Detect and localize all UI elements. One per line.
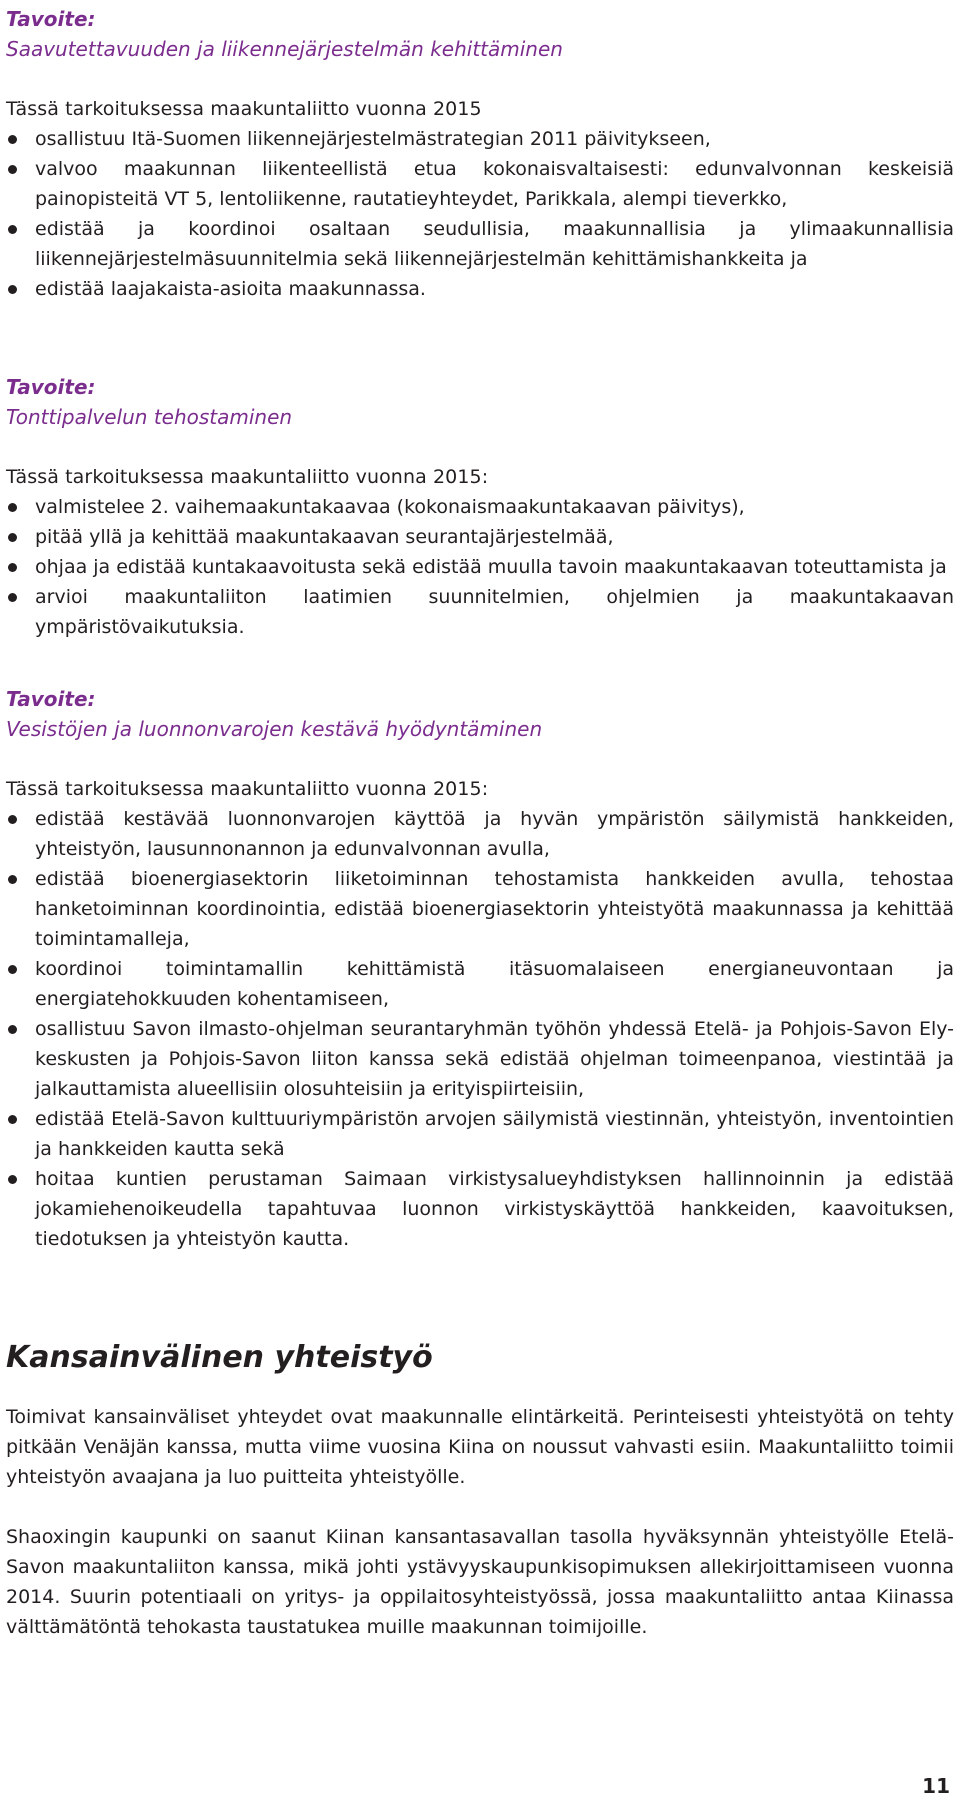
goal-intro: Tässä tarkoituksessa maakuntaliitto vuonna 2015: bbox=[6, 778, 489, 800]
goal-title: Saavutettavuuden ja liikennejärjestelmän kehittäminen bbox=[6, 37, 563, 61]
international-cooperation-section bbox=[6, 1338, 954, 1642]
goal-intro: Tässä tarkoituksessa maakuntaliitto vuonna 2015 bbox=[6, 98, 482, 120]
goal-bullet-list bbox=[6, 804, 954, 1254]
list-item: valvoo maakunnan liikenteellistä etua kokonaisvaltaisesti: edunvalvonnan keskeisiä painopisteitä VT 5, lentoliikenne, rautatieyhteydet, Parikkala, alempi tieverkko, bbox=[6, 154, 954, 214]
goal-label: Tavoite: bbox=[6, 687, 96, 711]
page-number: 11 bbox=[922, 1774, 950, 1798]
list-item: edistää bioenergiasektorin liiketoiminnan tehostamista hankkeiden avulla, tehostaa hanketoiminnan koordinointia, edistää bioenergiasektorin yhteistyötä maakunnassa ja kehittää toimintamalleja, bbox=[6, 864, 954, 954]
goal-intro: Tässä tarkoituksessa maakuntaliitto vuonna 2015: bbox=[6, 466, 489, 488]
list-item: arvioi maakuntaliiton laatimien suunnitelmien, ohjelmien ja maakuntakaavan ympäristövaikutuksia. bbox=[6, 582, 954, 642]
list-item: osallistuu Savon ilmasto-ohjelman seurantaryhmän työhön yhdessä Etelä- ja Pohjois-Savon Ely-keskusten ja Pohjois-Savon liiton kanssa sekä edistää ohjelman toimeenpanoa, viestintää ja jalkauttamista alueellisiin olosuhteisiin ja erityispiirteisiin, bbox=[6, 1014, 954, 1104]
goal-bullet-list bbox=[6, 492, 954, 642]
goal-label: Tavoite: bbox=[6, 7, 96, 31]
list-item: ohjaa ja edistää kuntakaavoitusta sekä edistää muulla tavoin maakuntakaavan toteuttamista ja bbox=[6, 552, 954, 582]
paragraph: Toimivat kansainväliset yhteydet ovat maakunnalle elintärkeitä. Perinteisesti yhteistyötä on tehty pitkään Venäjän kanssa, mutta viime vuosina Kiina on noussut vahvasti esiin. Maakuntaliitto toimii yhteistyön avaajana ja luo puitteita yhteistyölle. bbox=[6, 1406, 954, 1488]
list-item: koordinoi toimintamallin kehittämistä itäsuomalaiseen energianeuvontaan ja energiatehokkuuden kohentamiseen, bbox=[6, 954, 954, 1014]
list-item: edistää kestävää luonnonvarojen käyttöä ja hyvän ympäristön säilymistä hankkeiden, yhteistyön, lausunnonannon ja edunvalvonnan avulla, bbox=[6, 804, 954, 864]
list-item: edistää laajakaista-asioita maakunnassa. bbox=[6, 274, 954, 304]
list-item: edistää Etelä-Savon kulttuuriympäristön arvojen säilymistä viestinnän, yhteistyön, inventointien ja hankkeiden kautta sekä bbox=[6, 1104, 954, 1164]
goal-title: Tonttipalvelun tehostaminen bbox=[6, 405, 293, 429]
goal-section-natural-resources bbox=[6, 684, 954, 1254]
list-item: edistää ja koordinoi osaltaan seudullisia, maakunnallisia ja ylimaakunnallisia liikennejärjestelmäsuunnitelmia sekä liikennejärjestelmän kehittämishankkeita ja bbox=[6, 214, 954, 274]
list-item: osallistuu Itä-Suomen liikennejärjestelmästrategian 2011 päivitykseen, bbox=[6, 124, 954, 154]
list-item: hoitaa kuntien perustaman Saimaan virkistysalueyhdistyksen hallinnoinnin ja edistää jokamiehenoikeudella tapahtuvaa luonnon virkistyskäyttöä hankkeiden, kaavoituksen, tiedotuksen ja yhteistyön kautta. bbox=[6, 1164, 954, 1254]
goal-bullet-list bbox=[6, 124, 954, 304]
goal-section-plot-services bbox=[6, 372, 954, 642]
paragraph: Shaoxingin kaupunki on saanut Kiinan kansantasavallan tasolla hyväksynnän yhteistyölle Etelä-Savon maakuntaliiton kanssa, mikä johti ystävyyskaupunkisopimuksen allekirjoittamiseen vuonna 2014. Suurin potentiaali on yritys- ja oppilaitosyhteistyössä, jossa maakuntaliitto antaa Kiinassa välttämätöntä tehokasta taustatukea muille maakunnan toimijoille. bbox=[6, 1526, 954, 1638]
list-item: pitää yllä ja kehittää maakuntakaavan seurantajärjestelmää, bbox=[6, 522, 954, 552]
goal-title: Vesistöjen ja luonnonvarojen kestävä hyödyntäminen bbox=[6, 717, 543, 741]
goal-label: Tavoite: bbox=[6, 375, 96, 399]
section-heading: Kansainvälinen yhteistyö bbox=[6, 1340, 433, 1375]
goal-section-accessibility bbox=[6, 4, 954, 304]
list-item: valmistelee 2. vaihemaakuntakaavaa (kokonaismaakuntakaavan päivitys), bbox=[6, 492, 954, 522]
